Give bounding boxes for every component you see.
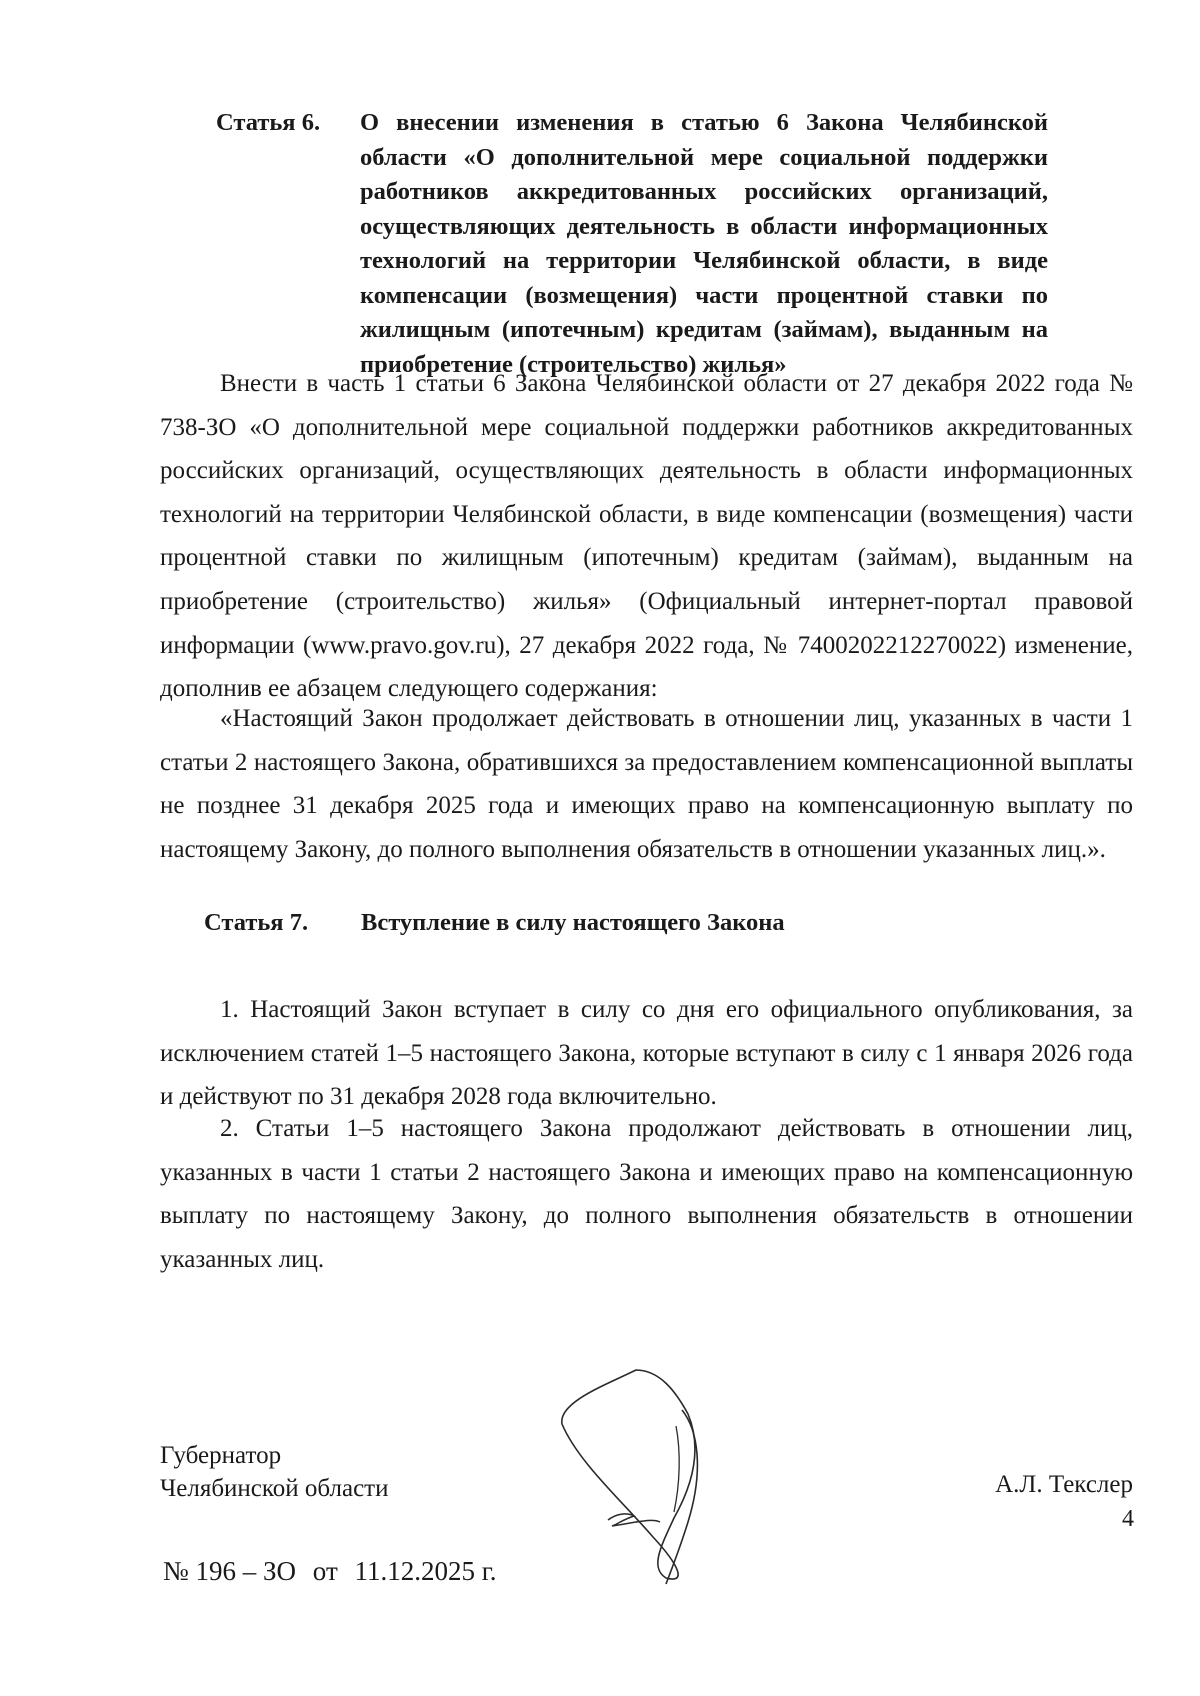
law-number: № 196 – ЗО <box>163 1556 297 1586</box>
article-7-paragraph-2: 2. Статьи 1–5 настоящего Закона продолжают действовать в отношении лиц, указанных в части 1 статьи 2 настоящего Закона и имеющих право на компенсационную выплату по настоящему Закону, до полного выполнения обязательств в отношении указанных лиц. <box>160 1115 1133 1273</box>
law-date: 11.12.2025 г. <box>354 1556 497 1586</box>
governor-position-line-1: Губернатор <box>160 1442 282 1469</box>
governor-position <box>160 1439 388 1505</box>
article-7-paragraph-1: 1. Настоящий Закон вступает в силу со дня его официального опубликования, за исключением статей 1–5 настоящего Закона, которые вступают в силу с 1 января 2026 года и действуют по 31 декабря 2028 года включительно. <box>160 996 1133 1111</box>
article-7-number: Статья 7. <box>204 909 309 936</box>
article-6-title: О внесении изменения в статью 6 Закона Челябинской области «О дополнительной мере социальной поддержки работников аккредитованных российских организаций, осуществляющих деятельность в области информационных технологий на территории Челябинской области, в виде компенсации (возмещения) части процентной ставки по жилищным (ипотечным) кредитам (займам), выданным на приобретение (строительство) жилья» <box>360 109 1048 378</box>
page-number: 4 <box>1122 1506 1134 1532</box>
article-6-paragraph-1: Внести в часть 1 статьи 6 Закона Челябинской области от 27 декабря 2022 года № 738-ЗО «О дополнительной мере социальной поддержки работников аккредитованных российских организаций, осуществляющих деятельность в области информационных технологий на территории Челябинской области, в виде компенсации (возмещения) части процентной ставки по жилищным (ипотечным) кредитам (займам), выданным на приобретение (строительство) жилья» (Официальный интернет-портал правовой информации (www.pravo.gov.ru), 27 декабря 2022 года, № 7400202212270022) изменение, дополнив ее абзацем следующего содержания: <box>160 370 1133 703</box>
governor-position-line-2: Челябинской области <box>160 1475 389 1502</box>
article-7-title: Вступление в силу настоящего Закона <box>361 909 785 936</box>
law-date-prefix: от <box>312 1556 338 1586</box>
article-6-number: Статья 6. <box>216 109 321 136</box>
handwritten-signature <box>548 1352 768 1592</box>
governor-name: А.Л. Текслер <box>995 1471 1133 1498</box>
law-registration <box>163 1556 497 1587</box>
article-6-paragraph-2: «Настоящий Закон продолжает действовать в отношении лиц, указанных в части 1 статьи 2 настоящего Закона, обратившихся за предоставлением компенсационной выплаты не позднее 31 декабря 2025 года и имеющих право на компенсационную выплату по настоящему Закону, до полного выполнения обязательств в отношении указанных лиц.». <box>160 705 1133 863</box>
